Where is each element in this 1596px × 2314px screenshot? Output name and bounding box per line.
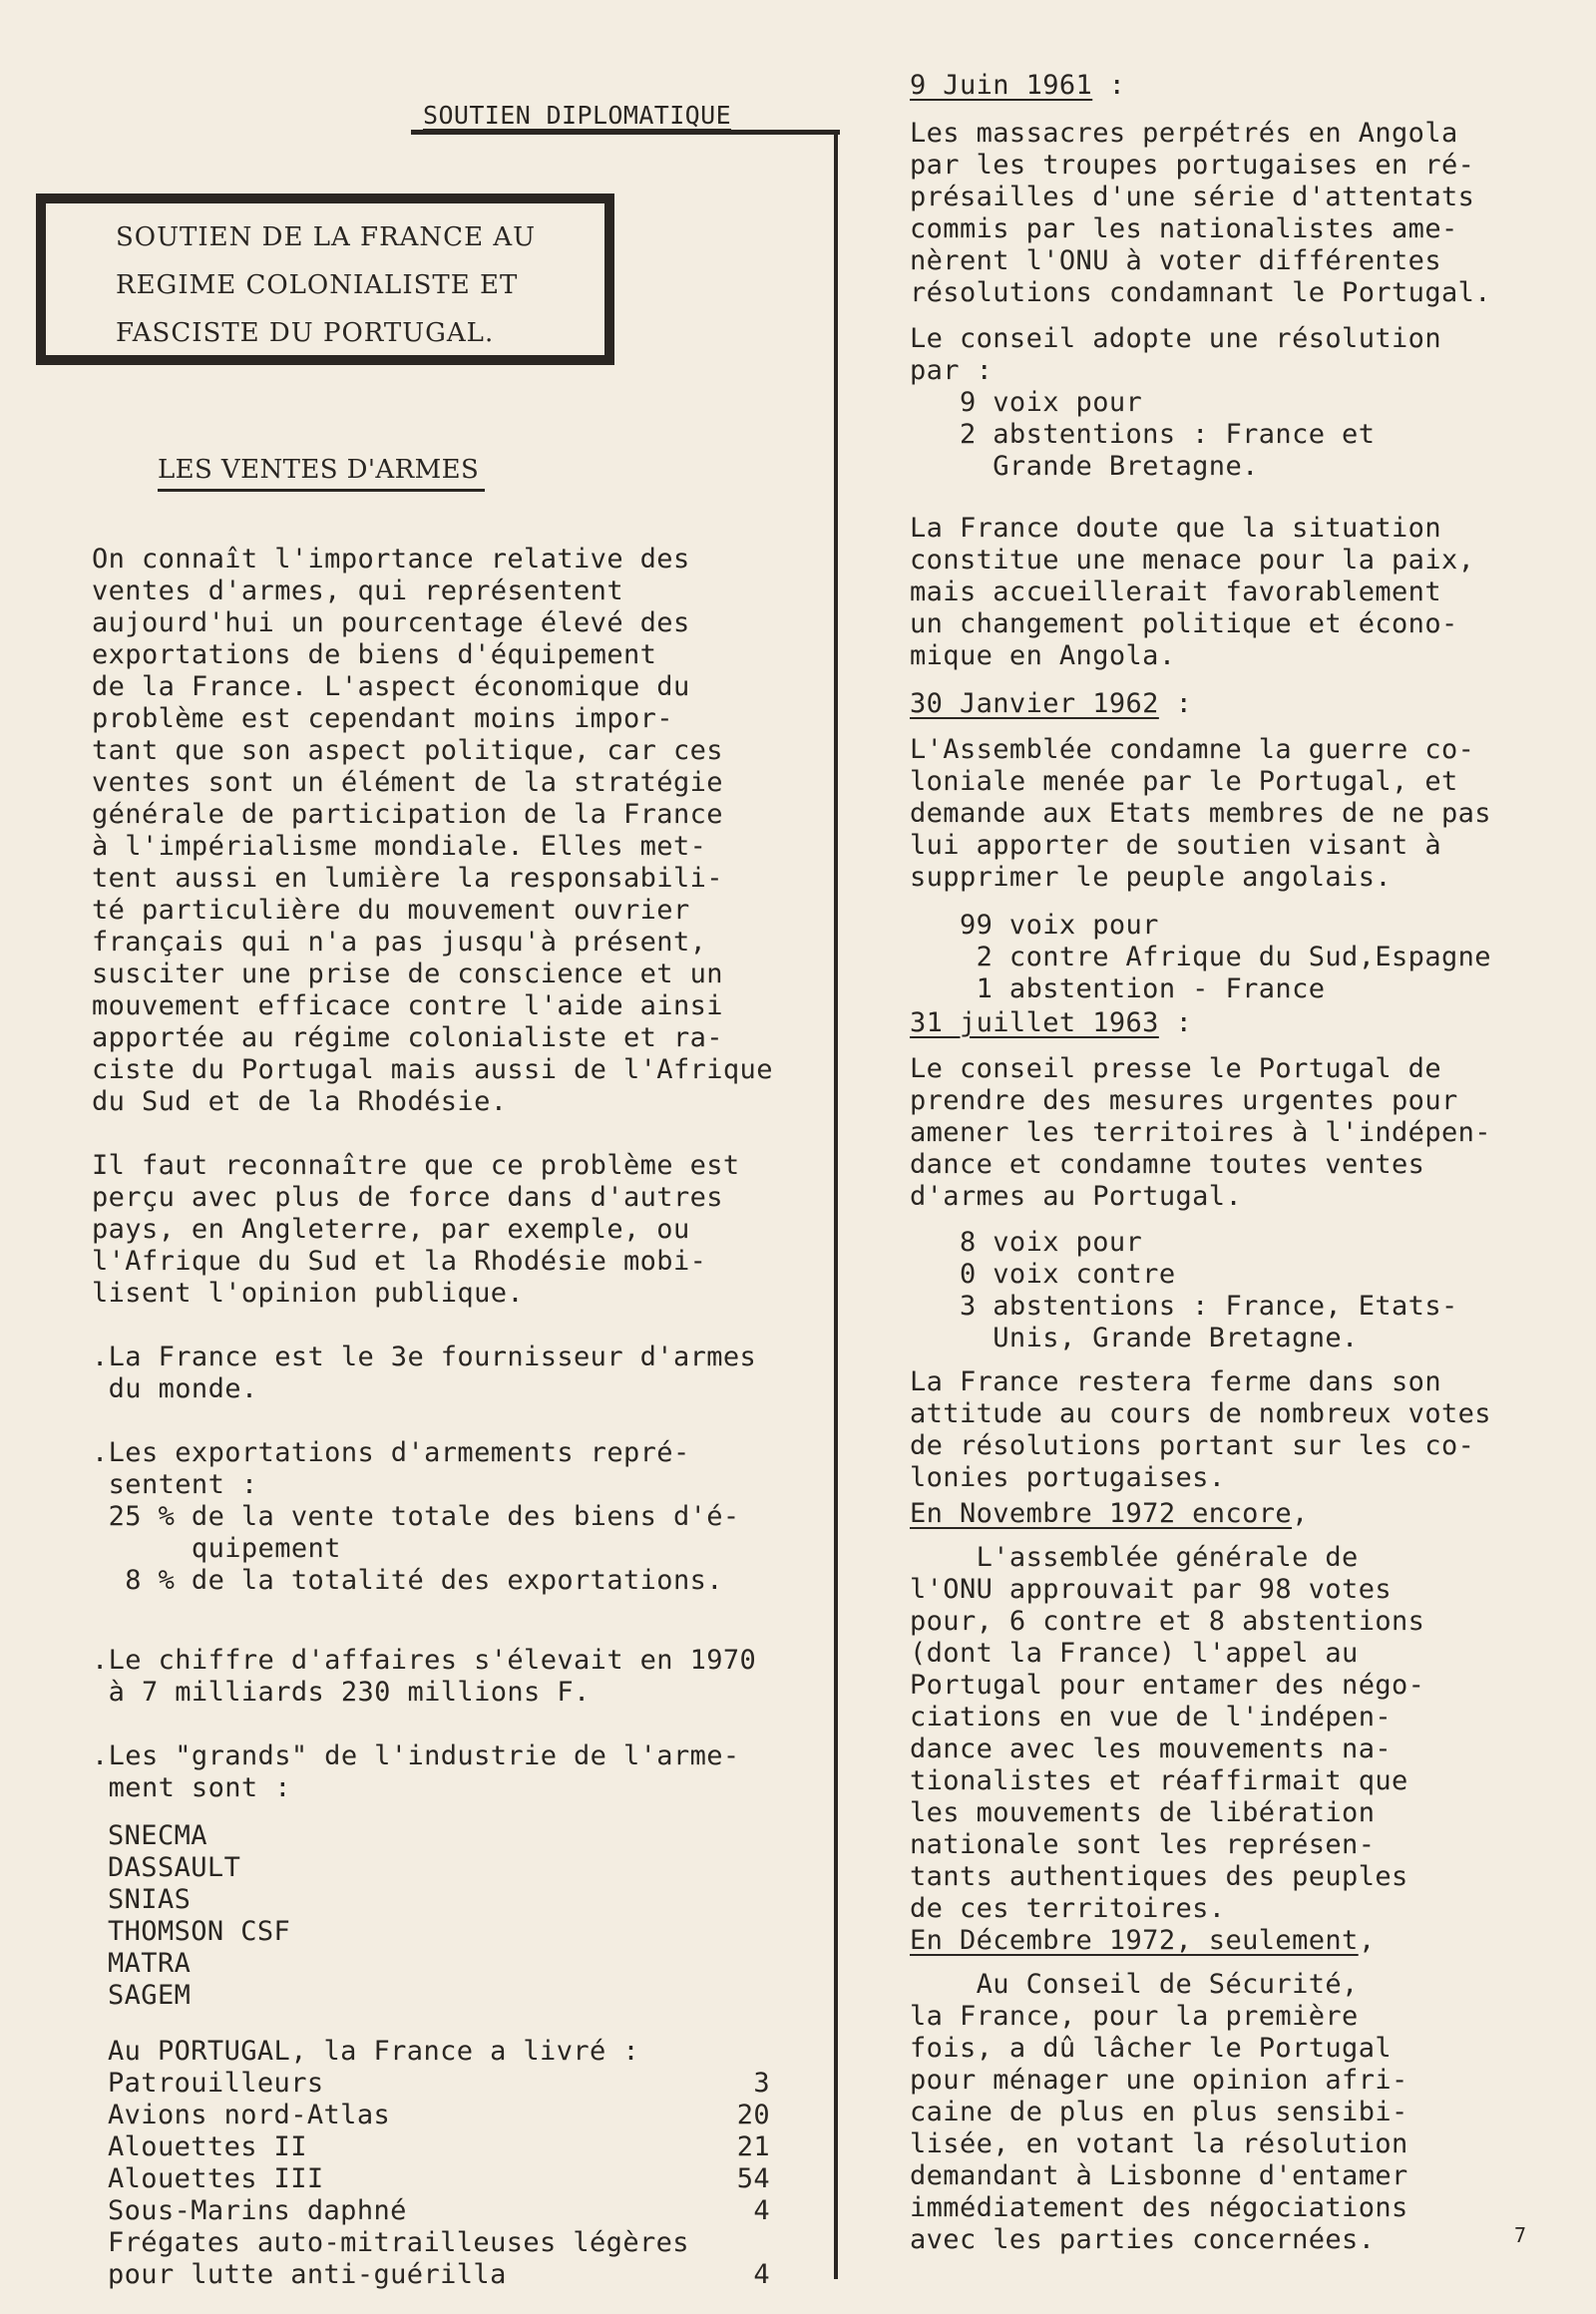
date-heading: 9 Juin 1961 <box>910 70 1093 101</box>
paragraph-line: 2 contre Afrique du Sud,Espagne <box>910 942 1491 972</box>
column-divider-top <box>411 130 840 135</box>
paragraph-line: 2 abstentions : France et <box>910 419 1376 450</box>
heading-underline <box>158 489 485 492</box>
paragraph-line: mais accueillerait favorablement <box>910 577 1441 607</box>
paragraph-line: (dont la France) l'appel au <box>910 1638 1359 1669</box>
paragraph-line: attitude au cours de nombreux votes <box>910 1398 1491 1429</box>
paragraph-line: tants authentiques des peuples <box>910 1861 1408 1892</box>
paragraph-line: nèrent l'ONU à voter différentes <box>910 245 1441 276</box>
paragraph-line: lonies portugaises. <box>910 1462 1226 1493</box>
paragraph-line: avec les parties concernées. <box>910 2224 1376 2255</box>
paragraph-line: mouvement efficace contre l'aide ainsi <box>92 990 723 1021</box>
company-name: SNECMA <box>108 1820 207 1851</box>
paragraph-line: à l'impérialisme mondiale. Elles met- <box>92 831 707 862</box>
paragraph-line: d'armes au Portugal. <box>910 1181 1243 1212</box>
company-name: DASSAULT <box>108 1852 241 1883</box>
paragraph-line: .Les "grands" de l'industrie de l'arme- <box>92 1740 740 1771</box>
delivery-item: Patrouilleurs <box>108 2068 324 2099</box>
paragraph-line: 25 % de la vente totale des biens d'é- <box>92 1501 740 1532</box>
paragraph-line: ment sont : <box>92 1772 291 1803</box>
paragraph-line: du Sud et de la Rhodésie. <box>92 1086 508 1117</box>
paragraph-line: ciste du Portugal mais aussi de l'Afrique <box>92 1054 773 1085</box>
paragraph-line: lisent l'opinion publique. <box>92 1278 525 1309</box>
title-line: FASCISTE DU PORTUGAL. <box>116 318 495 348</box>
paragraph-line: pour ménager une opinion afri- <box>910 2065 1408 2096</box>
paragraph-line: à 7 milliards 230 millions F. <box>92 1677 591 1708</box>
paragraph-line: Le conseil adopte une résolution <box>910 323 1441 354</box>
paragraph-line: .Les exportations d'armements repré- <box>92 1437 690 1468</box>
title-line: REGIME COLONIALISTE ET <box>116 270 519 300</box>
paragraph-line: Au Conseil de Sécurité, <box>910 1969 1359 2000</box>
paragraph-line: fois, a dû lâcher le Portugal <box>910 2033 1393 2064</box>
paragraph-line: commis par les nationalistes ame- <box>910 213 1458 244</box>
paragraph-line: tionalistes et réaffirmait que <box>910 1765 1408 1796</box>
paragraph-line: 99 voix pour <box>910 910 1159 941</box>
paragraph-line: 0 voix contre <box>910 1259 1176 1290</box>
paragraph-line: la France, pour la première <box>910 2001 1359 2032</box>
paragraph-line: aujourd'hui un pourcentage élevé des <box>92 607 690 638</box>
company-name: SNIAS <box>108 1884 192 1915</box>
paragraph-line: L'Assemblée condamne la guerre co- <box>910 734 1475 765</box>
paragraph-line: de la France. L'aspect économique du <box>92 671 690 702</box>
paragraph-line: tent aussi en lumière la responsabili- <box>92 863 723 894</box>
delivery-item: Alouettes III <box>108 2163 324 2194</box>
paragraph-line: .La France est le 3e fournisseur d'armes <box>92 1342 757 1372</box>
paragraph-line: mique en Angola. <box>910 640 1176 671</box>
date-heading: 30 Janvier 1962 <box>910 688 1159 719</box>
date-heading: En Décembre 1972, seulement <box>910 1925 1359 1956</box>
paragraph-line: demande aux Etats membres de ne pas <box>910 798 1491 829</box>
paragraph-line: lisée, en votant la résolution <box>910 2128 1408 2159</box>
paragraph-line: L'assemblée générale de <box>910 1542 1359 1573</box>
paragraph-line: dance et condamne toutes ventes <box>910 1149 1425 1180</box>
paragraph-line: prendre des mesures urgentes pour <box>910 1085 1458 1116</box>
paragraph-line: On connaît l'importance relative des <box>92 544 690 575</box>
paragraph-line: nationale sont les représen- <box>910 1829 1376 1860</box>
title-line: SOUTIEN DE LA FRANCE AU <box>116 222 537 252</box>
paragraph-line: ciations en vue de l'indépen- <box>910 1702 1393 1733</box>
paragraph-line: .Le chiffre d'affaires s'élevait en 1970 <box>92 1645 757 1676</box>
paragraph-line: loniale menée par le Portugal, et <box>910 766 1458 797</box>
paragraph-line: pour, 6 contre et 8 abstentions <box>910 1606 1425 1637</box>
delivery-qty: 54 <box>736 2163 770 2194</box>
delivered-intro: Au PORTUGAL, la France a livré : <box>108 2036 639 2067</box>
paragraph-line: té particulière du mouvement ouvrier <box>92 895 690 926</box>
delivery-qty: 3 <box>753 2068 770 2099</box>
paragraph-line: exportations de biens d'équipement <box>92 639 657 670</box>
paragraph-line: de résolutions portant sur les co- <box>910 1430 1475 1461</box>
paragraph-line: sentent : <box>92 1469 258 1500</box>
paragraph-line: immédiatement des négociations <box>910 2192 1408 2223</box>
paragraph-line: La France restera ferme dans son <box>910 1366 1441 1397</box>
delivery-qty: 4 <box>753 2259 770 2290</box>
paragraph-line: Grande Bretagne. <box>910 451 1259 482</box>
date-heading: En Novembre 1972 encore <box>910 1498 1293 1529</box>
paragraph-line: l'ONU approuvait par 98 votes <box>910 1574 1393 1605</box>
paragraph-line: Les massacres perpétrés en Angola <box>910 118 1458 149</box>
delivery-item: Sous-Marins daphné <box>108 2195 407 2226</box>
paragraph-line: les mouvements de libération <box>910 1797 1376 1828</box>
paragraph-line: 1 abstention - France <box>910 973 1326 1004</box>
paragraph-line: susciter une prise de conscience et un <box>92 959 723 989</box>
company-name: MATRA <box>108 1948 192 1979</box>
delivery-item: pour lutte anti-guérilla <box>108 2259 507 2290</box>
paragraph-line: quipement <box>92 1533 341 1564</box>
paragraph-line: par : <box>910 355 994 386</box>
delivery-qty: 20 <box>736 2100 770 2130</box>
paragraph-line: perçu avec plus de force dans d'autres <box>92 1182 723 1213</box>
paragraph-line: du monde. <box>92 1373 258 1404</box>
paragraph-line: de ces territoires. <box>910 1893 1226 1924</box>
paragraph-line: Le conseil presse le Portugal de <box>910 1053 1441 1084</box>
paragraph-line: générale de participation de la France <box>92 799 723 830</box>
paragraph-line: un changement politique et écono- <box>910 608 1458 639</box>
paragraph-line: La France doute que la situation <box>910 513 1441 544</box>
delivery-qty: 21 <box>736 2131 770 2162</box>
date-heading-colon: : <box>1159 1007 1193 1038</box>
delivery-item: Frégates auto-mitrailleuses légères <box>108 2227 689 2258</box>
paragraph-line: demandant à Lisbonne d'entamer <box>910 2160 1408 2191</box>
paragraph-line: par les troupes portugaises en ré- <box>910 150 1475 181</box>
paragraph-line: résolutions condamnant le Portugal. <box>910 277 1491 308</box>
paragraph-line: 8 voix pour <box>910 1227 1143 1258</box>
paragraph-line: ventes d'armes, qui représentent <box>92 576 623 606</box>
date-heading-colon: , <box>1292 1498 1309 1529</box>
column-divider <box>834 130 838 2279</box>
date-heading: 31 juillet 1963 <box>910 1007 1159 1038</box>
page-number: 7 <box>1514 2223 1527 2247</box>
paragraph-line: 9 voix pour <box>910 387 1143 418</box>
delivery-item: Alouettes II <box>108 2131 307 2162</box>
section-header: SOUTIEN DIPLOMATIQUE <box>423 101 732 130</box>
paragraph-line: Unis, Grande Bretagne. <box>910 1323 1359 1353</box>
date-heading-colon: , <box>1359 1925 1376 1956</box>
title-box <box>36 193 614 365</box>
paragraph-line: Portugal pour entamer des négo- <box>910 1670 1425 1701</box>
company-name: SAGEM <box>108 1980 192 2011</box>
paragraph-line: 8 % de la totalité des exportations. <box>92 1565 723 1596</box>
paragraph-line: constitue une menace pour la paix, <box>910 545 1475 576</box>
paragraph-line: amener les territoires à l'indépen- <box>910 1117 1491 1148</box>
date-heading-colon: : <box>1159 688 1193 719</box>
paragraph-line: problème est cependant moins impor- <box>92 703 673 734</box>
paragraph-line: pays, en Angleterre, par exemple, ou <box>92 1214 690 1245</box>
paragraph-line: Il faut reconnaître que ce problème est <box>92 1150 740 1181</box>
paragraph-line: ventes sont un élément de la stratégie <box>92 767 723 798</box>
section-heading: LES VENTES D'ARMES <box>158 455 480 485</box>
paragraph-line: l'Afrique du Sud et la Rhodésie mobi- <box>92 1246 707 1277</box>
delivery-item: Avions nord-Atlas <box>108 2100 391 2130</box>
paragraph-line: apportée au régime colonialiste et ra- <box>92 1022 723 1053</box>
paragraph-line: français qui n'a pas jusqu'à présent, <box>92 927 707 958</box>
paragraph-line: présailles d'une série d'attentats <box>910 182 1475 212</box>
date-heading-colon: : <box>1092 70 1126 101</box>
paragraph-line: lui apporter de soutien visant à <box>910 830 1441 861</box>
delivery-qty: 4 <box>753 2195 770 2226</box>
company-name: THOMSON CSF <box>108 1916 291 1947</box>
paragraph-line: dance avec les mouvements na- <box>910 1734 1393 1764</box>
paragraph-line: caine de plus en plus sensibi- <box>910 2097 1408 2127</box>
paragraph-line: tant que son aspect politique, car ces <box>92 735 723 766</box>
paragraph-line: 3 abstentions : France, Etats- <box>910 1291 1458 1322</box>
paragraph-line: supprimer le peuple angolais. <box>910 862 1393 893</box>
